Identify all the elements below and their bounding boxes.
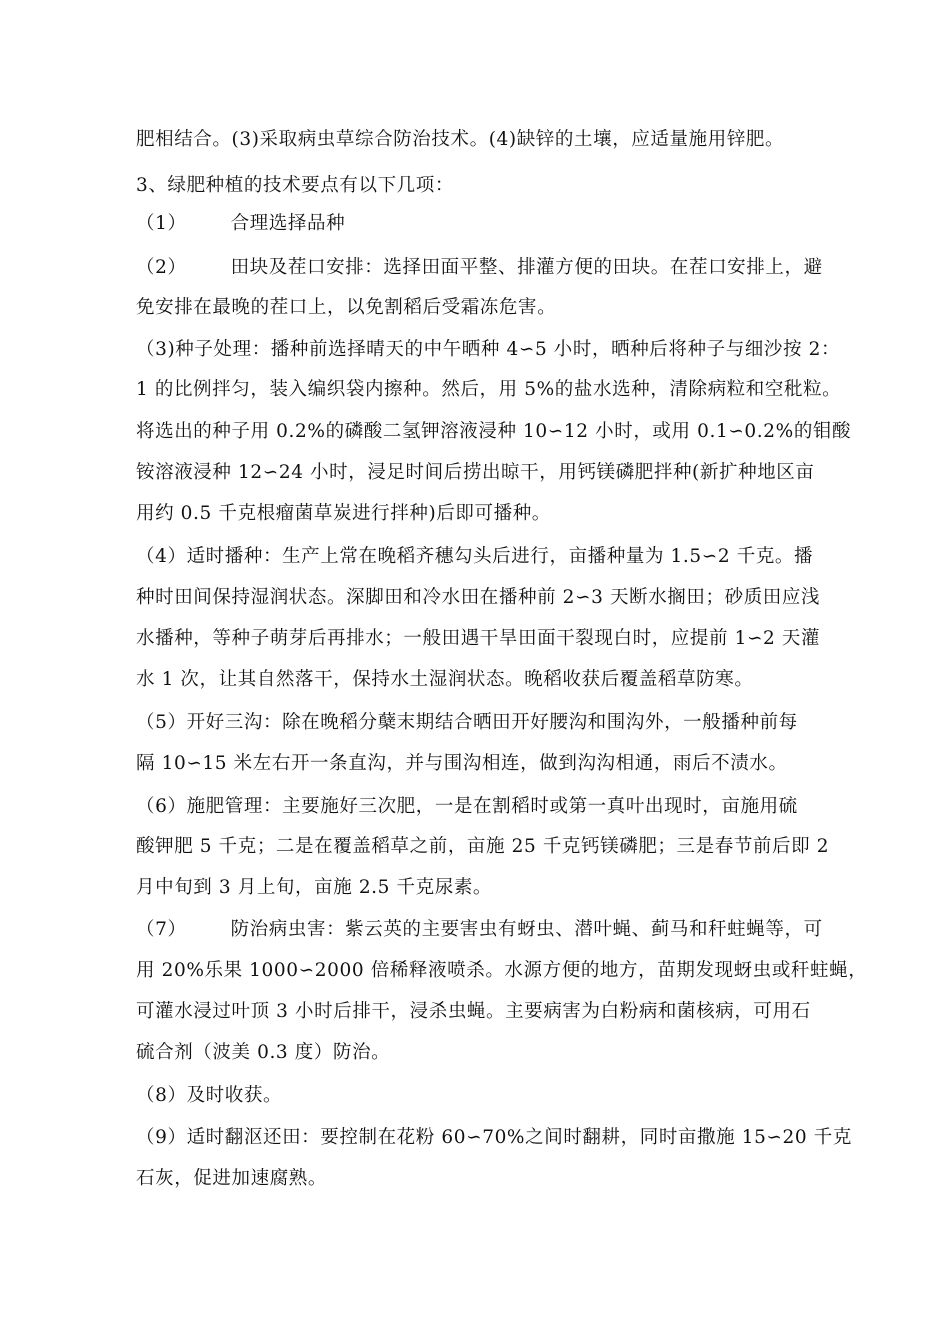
list-item-7 <box>136 918 826 942</box>
text-line: 酸钾肥 5 千克；二是在覆盖稻草之前，亩施 25 千克钙镁磷肥；三是春节前后即 2 <box>136 836 830 857</box>
text-line: 将选出的种子用 0.2%的磷酸二氢钾溶液浸种 10∽12 小时，或用 0.1∽0.2%的钼酸 <box>136 421 852 442</box>
section-heading: 3、绿肥种植的技术要点有以下几项： <box>136 175 454 196</box>
text-line: 用约 0.5 千克根瘤菌草炭进行拌种)后即可播种。 <box>136 503 551 524</box>
list-item-6: （6）施肥管理：主要施好三次肥，一是在割稻时或第一真叶出现时，亩施用硫 <box>136 796 798 817</box>
list-item-8: （8）及时收获。 <box>136 1085 283 1106</box>
text-line: 隔 10∽15 米左右开一条直沟，并与围沟相连，做到沟沟相通，雨后不渍水。 <box>136 753 788 774</box>
text-line: 用 20%乐果 1000∽2000 倍稀释液喷杀。水源方便的地方，苗期发现蚜虫或秆蛀蝇， <box>136 960 868 981</box>
text-line: 水播种，等种子萌芽后再排水；一般田遇干旱田面干裂现白时，应提前 1∽2 天灌 <box>136 628 821 649</box>
list-item-2 <box>136 256 826 280</box>
list-item-9: （9）适时翻沤还田：要控制在花粉 60∽70%之间时翻耕，同时亩撒施 15∽20 千克 <box>136 1127 852 1148</box>
list-item-5: （5）开好三沟：除在晚稻分蘖末期结合晒田开好腰沟和围沟外，一般播种前每 <box>136 712 798 733</box>
text-line: 石灰，促进加速腐熟。 <box>136 1168 328 1189</box>
text-line: 免安排在最晚的茬口上，以免割稻后受霜冻危害。 <box>136 297 557 318</box>
text-line: 种时田间保持湿润状态。深脚田和冷水田在播种前 2∽3 天断水搁田；砂质田应浅 <box>136 587 821 608</box>
text-line: 肥相结合。(3)采取病虫草综合防治技术。(4)缺锌的土壤，应适量施用锌肥。 <box>136 129 785 150</box>
text-line: 月中旬到 3 月上旬，亩施 2.5 千克尿素。 <box>136 877 493 898</box>
text-line: 1 的比例拌匀，装入编织袋内擦种。然后，用 5%的盐水选种，清除病粒和空秕粒。 <box>136 379 842 400</box>
text-line: 可灌水浸过叶顶 3 小时后排干，浸杀虫蝇。主要病害为白粉病和菌核病，可用石 <box>136 1001 811 1022</box>
list-text: 防治病虫害：紫云英的主要害虫有蚜虫、潜叶蝇、蓟马和秆蛀蝇等，可 <box>230 919 823 940</box>
list-number: （2） <box>136 257 187 278</box>
list-text: 合理选择品种 <box>230 213 346 234</box>
list-item-3: （3)种子处理：播种前选择晴天的中午晒种 4∽5 小时，晒种后将种子与细沙按 2： <box>136 339 841 360</box>
list-number: （1） <box>136 213 187 234</box>
text-line: 硫合剂（波美 0.3 度）防治。 <box>136 1042 391 1063</box>
text-line: 铵溶液浸种 12∽24 小时，浸足时间后捞出晾干，用钙镁磷肥拌种(新扩种地区亩 <box>136 462 815 483</box>
list-item-1 <box>136 212 826 236</box>
text-line: 水 1 次，让其自然落干，保持水土湿润状态。晚稻收获后覆盖稻草防寒。 <box>136 669 754 690</box>
list-item-4: （4）适时播种：生产上常在晚稻齐穗勾头后进行，亩播种量为 1.5∽2 千克。播 <box>136 546 814 567</box>
list-text: 田块及茬口安排：选择田面平整、排灌方便的田块。在茬口安排上，避 <box>230 257 823 278</box>
list-number: （7） <box>136 919 187 940</box>
